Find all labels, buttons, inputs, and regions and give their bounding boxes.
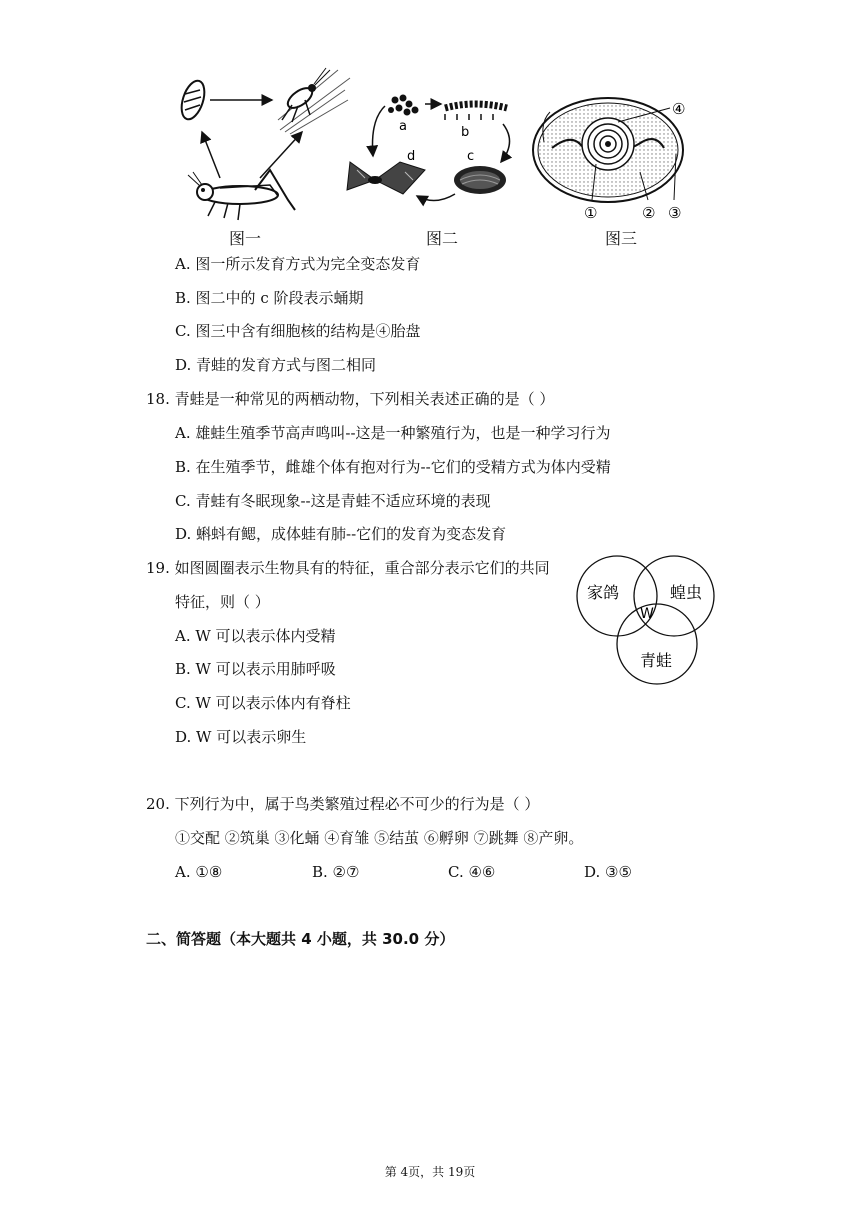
q20-option-c: C. ④⑥ <box>448 863 496 881</box>
page-footer: 第 4页，共 19页 <box>384 1165 476 1179</box>
figure-2-moth-cycle <box>345 90 515 214</box>
q17-option-b: B. 图二中的 c 阶段表示蛹期 <box>175 289 364 307</box>
fig2-letter-c: c <box>467 149 475 164</box>
fig3-marker-3: ③ <box>668 204 682 222</box>
q17-option-c: C. 图三中含有细胞核的结构是④胎盘 <box>175 322 421 340</box>
moth-eggs-icon <box>388 95 419 116</box>
q20-option-d: D. ③⑤ <box>584 863 632 881</box>
adult-moth-icon <box>347 162 425 194</box>
figure-2-caption: 图二 <box>426 229 459 248</box>
q18-stem: 18. 青蛙是一种常见的两栖动物，下列相关表述正确的是（ ） <box>146 390 555 408</box>
venn-label-3: 青蛙 <box>640 651 673 670</box>
q20-items: ①交配 ②筑巢 ③化蛹 ④育雏 ⑤结茧 ⑥孵卵 ⑦跳舞 ⑧产卵。 <box>175 829 584 847</box>
venn-circle-3 <box>617 604 697 684</box>
venn-label-1: 家鸽 <box>587 583 620 602</box>
q19-option-c: C. W 可以表示体内有脊柱 <box>175 694 351 712</box>
fig3-marker-1: ① <box>584 204 598 222</box>
fig2-letter-b: b <box>461 125 470 140</box>
q18-option-c: C. 青蛙有冬眠现象--这是青蛙不适应环境的表现 <box>175 492 491 510</box>
q20-option-b: B. ②⑦ <box>312 863 360 881</box>
fig2-letter-a: a <box>399 119 407 134</box>
q19-option-d: D. W 可以表示卵生 <box>175 728 307 746</box>
pupa-cocoon-icon <box>454 166 506 194</box>
q19-stem-line2: 特征，则（ ） <box>175 593 270 611</box>
grasshopper-adult-icon <box>188 170 295 220</box>
q17-option-a: A. 图一所示发育方式为完全变态发育 <box>175 255 421 273</box>
figure-1-grasshopper-cycle <box>160 50 360 228</box>
q18-option-b: B. 在生殖季节，雌雄个体有抱对行为--它们的受精方式为体内受精 <box>175 458 611 476</box>
q20-stem: 20. 下列行为中，属于鸟类繁殖过程必不可少的行为是（ ） <box>146 795 540 813</box>
q18-option-a: A. 雄蛙生殖季节高声鸣叫--这是一种繁殖行为，也是一种学习行为 <box>175 424 611 442</box>
figure-1-caption: 图一 <box>229 229 262 248</box>
figure-3-caption: 图三 <box>605 229 638 248</box>
q20-option-a: A. ①⑧ <box>175 863 223 881</box>
section-2-heading: 二、简答题（本大题共 4 小题，共 30.0 分） <box>146 930 455 948</box>
venn-center-label: W <box>640 606 654 622</box>
venn-label-2: 蝗虫 <box>670 583 703 602</box>
fig3-marker-4: ④ <box>672 100 686 118</box>
q17-option-d: D. 青蛙的发育方式与图二相同 <box>175 356 377 374</box>
fig2-letter-d: d <box>407 149 416 164</box>
q19-option-b: B. W 可以表示用肺呼吸 <box>175 660 336 678</box>
grasshopper-nymph-icon <box>278 68 350 134</box>
figure-3-bird-egg <box>530 92 700 222</box>
fig3-marker-2: ② <box>642 204 656 222</box>
egg-diagram-icon <box>533 98 686 202</box>
q19-option-a: A. W 可以表示体内受精 <box>175 627 336 645</box>
larva-icon <box>445 104 507 120</box>
venn-diagram <box>574 552 720 688</box>
q18-option-d: D. 蝌蚪有鳃，成体蛙有肺--它们的发育为变态发育 <box>175 525 507 543</box>
q19-stem-line1: 19. 如图圆圈表示生物具有的特征，重合部分表示它们的共同 <box>146 559 550 577</box>
grasshopper-egg-icon <box>177 78 208 122</box>
